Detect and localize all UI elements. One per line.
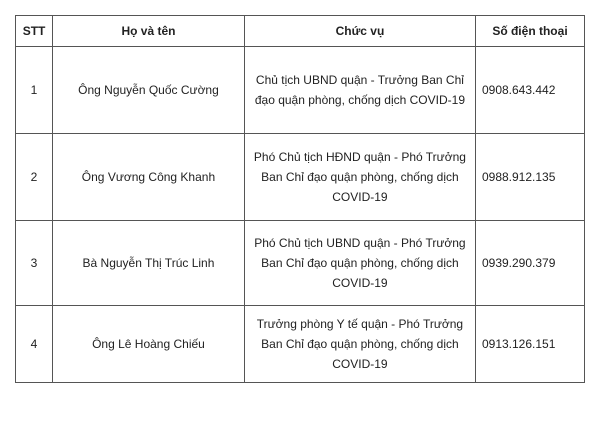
row-name: Ông Lê Hoàng Chiếu [53,306,245,383]
row-stt: 4 [16,306,53,383]
table-body [16,47,585,383]
row-phone: 0913.126.151 [475,306,584,383]
table-row [16,306,585,383]
row-name: Bà Nguyễn Thị Trúc Linh [53,221,245,306]
row-role: Chủ tịch UBND quận - Trưởng Ban Chỉ đạo quận phòng, chống dịch COVID-19 [244,47,475,134]
row-name: Ông Vương Công Khanh [53,134,245,221]
table-row [16,221,585,306]
table-header [16,16,585,47]
table-row [16,47,585,134]
header-phone: Số điện thoại [475,16,584,47]
row-phone: 0988.912.135 [475,134,584,221]
contacts-table [15,15,585,383]
header-name: Họ và tên [53,16,245,47]
row-stt: 3 [16,221,53,306]
header-row [16,16,585,47]
row-phone: 0939.290.379 [475,221,584,306]
row-phone: 0908.643.442 [475,47,584,134]
header-stt: STT [16,16,53,47]
row-name: Ông Nguyễn Quốc Cường [53,47,245,134]
row-role: Trưởng phòng Y tế quận - Phó Trưởng Ban Chỉ đạo quận phòng, chống dịch COVID-19 [244,306,475,383]
header-role: Chức vụ [244,16,475,47]
row-stt: 2 [16,134,53,221]
row-stt: 1 [16,47,53,134]
row-role: Phó Chủ tịch HĐND quận - Phó Trưởng Ban Chỉ đạo quận phòng, chống dịch COVID-19 [244,134,475,221]
row-role: Phó Chủ tịch UBND quận - Phó Trưởng Ban Chỉ đạo quận phòng, chống dịch COVID-19 [244,221,475,306]
table-row [16,134,585,221]
